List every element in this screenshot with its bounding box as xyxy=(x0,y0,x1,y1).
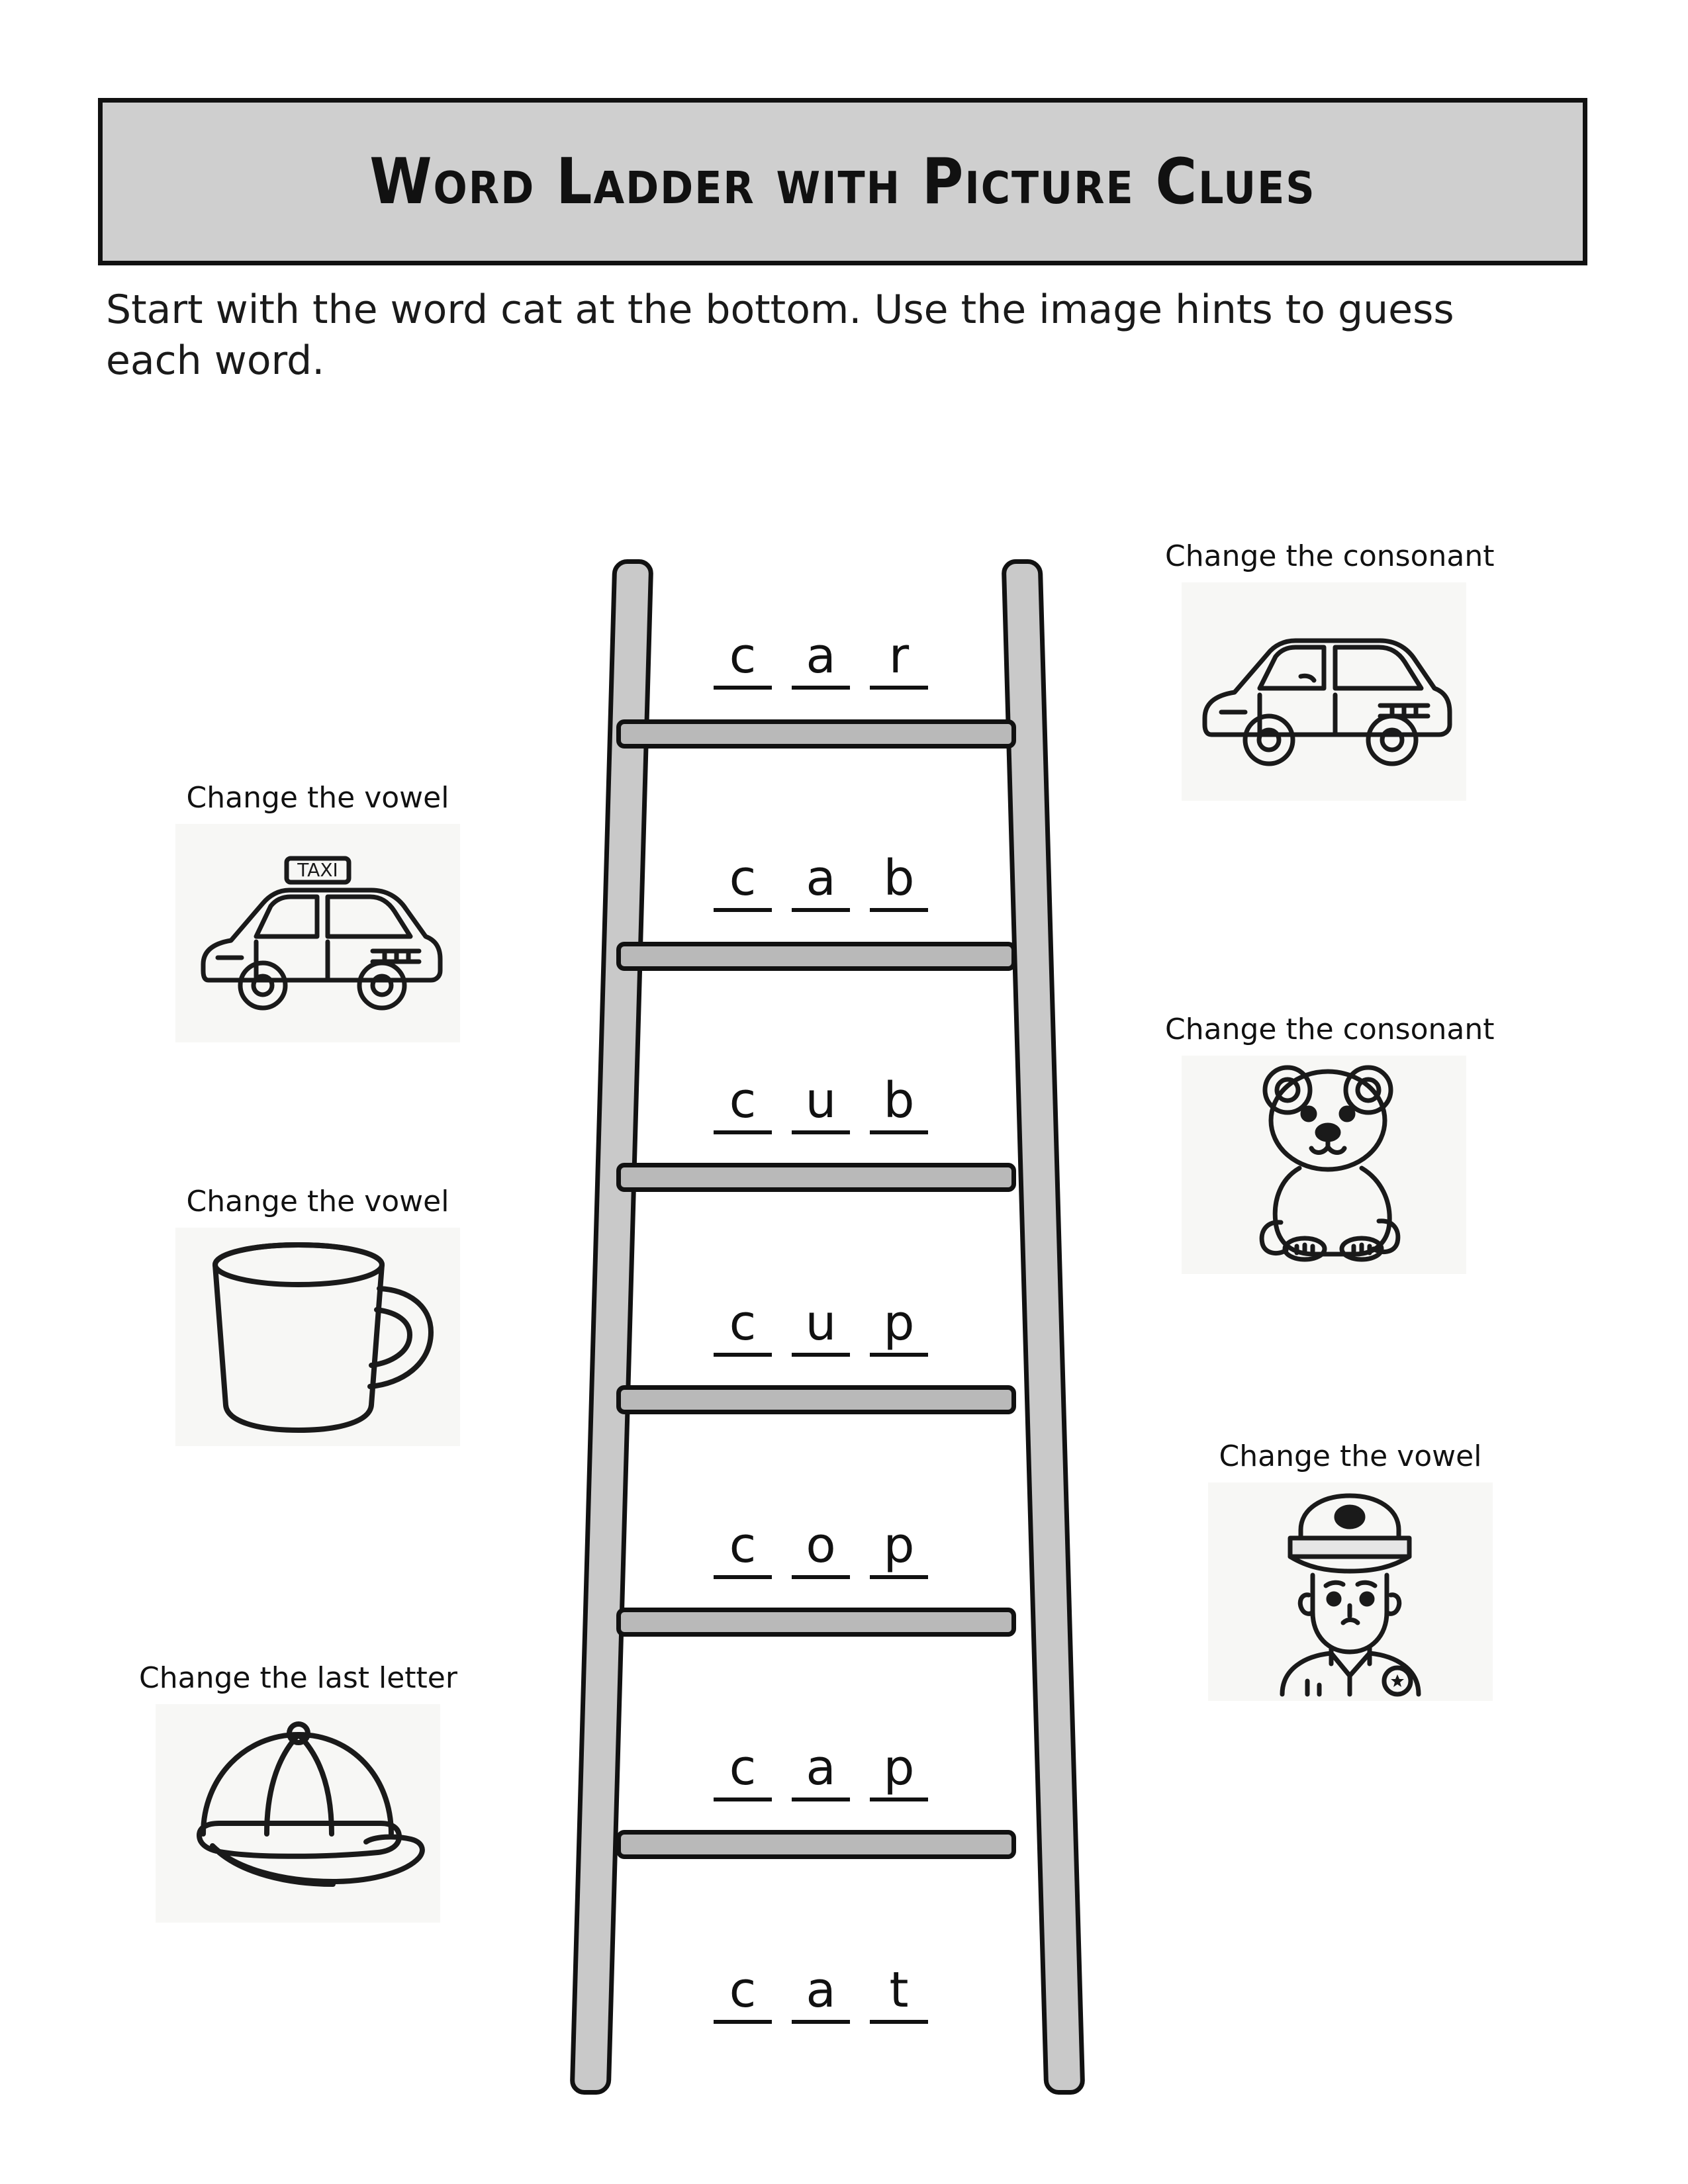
letter-box[interactable]: a xyxy=(792,1744,850,1801)
ladder-rung xyxy=(616,942,1016,971)
page-title: Word Ladder with Picture Clues xyxy=(369,145,1316,218)
letter-box[interactable]: u xyxy=(792,1299,850,1357)
letter-box[interactable]: a xyxy=(792,854,850,912)
clue-car xyxy=(1165,539,1495,801)
cup-icon xyxy=(175,1228,460,1446)
letter-box[interactable]: c xyxy=(714,854,772,912)
car-icon xyxy=(1182,582,1466,801)
clue-label: Change the last letter xyxy=(139,1661,457,1695)
instructions-text: Start with the word cat at the bottom. Use the image hints to guess each word. xyxy=(106,287,1454,384)
letter-box[interactable]: p xyxy=(870,1744,928,1801)
letter-box[interactable]: b xyxy=(870,854,928,912)
title-banner xyxy=(98,98,1587,265)
baseball-cap-icon xyxy=(156,1704,440,1923)
letter-box[interactable]: a xyxy=(792,1966,850,2024)
letter-box[interactable]: p xyxy=(870,1522,928,1579)
clue-cop xyxy=(1192,1439,1509,1701)
ladder-rung xyxy=(616,1830,1016,1859)
ladder-rung xyxy=(616,1385,1016,1414)
letter-box[interactable]: r xyxy=(870,632,928,690)
clue-cup xyxy=(159,1185,477,1446)
letter-box[interactable]: t xyxy=(870,1966,928,2024)
ladder-rung xyxy=(616,1608,1016,1637)
clue-label: Change the consonant xyxy=(1165,539,1495,573)
letter-box[interactable]: c xyxy=(714,1299,772,1357)
clue-cab xyxy=(159,781,477,1042)
word-slot-cup[interactable] xyxy=(682,1295,960,1357)
word-slot-car[interactable] xyxy=(682,627,960,690)
word-ladder xyxy=(559,559,1129,2095)
bear-cub-icon xyxy=(1182,1056,1466,1274)
letter-box[interactable]: c xyxy=(714,1744,772,1801)
clue-label: Change the vowel xyxy=(1219,1439,1482,1473)
word-slot-cop[interactable] xyxy=(682,1517,960,1579)
word-slot-cab[interactable] xyxy=(682,850,960,912)
word-slot-cub[interactable] xyxy=(682,1072,960,1134)
ladder-rung xyxy=(616,719,1016,749)
ladder-rail-left xyxy=(570,559,654,2095)
letter-box[interactable]: c xyxy=(714,1522,772,1579)
taxi-cab-icon xyxy=(175,824,460,1042)
clue-cap xyxy=(139,1661,457,1923)
letter-box[interactable]: c xyxy=(714,1077,772,1134)
clue-label: Change the consonant xyxy=(1165,1013,1495,1046)
letter-box[interactable]: c xyxy=(714,632,772,690)
word-slot-cat[interactable] xyxy=(682,1962,960,2024)
svg-text:TAXI: TAXI xyxy=(297,859,338,881)
ladder-rung xyxy=(616,1163,1016,1192)
clue-label: Change the vowel xyxy=(186,1185,449,1218)
letter-box[interactable]: c xyxy=(714,1966,772,2024)
clue-label: Change the vowel xyxy=(186,781,449,815)
ladder-rail-right xyxy=(1002,559,1086,2095)
letter-box[interactable]: a xyxy=(792,632,850,690)
clue-cub xyxy=(1165,1013,1495,1274)
police-officer-icon xyxy=(1208,1482,1493,1701)
letter-box[interactable]: b xyxy=(870,1077,928,1134)
letter-box[interactable]: u xyxy=(792,1077,850,1134)
word-slot-cap[interactable] xyxy=(682,1739,960,1801)
letter-box[interactable]: o xyxy=(792,1522,850,1579)
letter-box[interactable]: p xyxy=(870,1299,928,1357)
